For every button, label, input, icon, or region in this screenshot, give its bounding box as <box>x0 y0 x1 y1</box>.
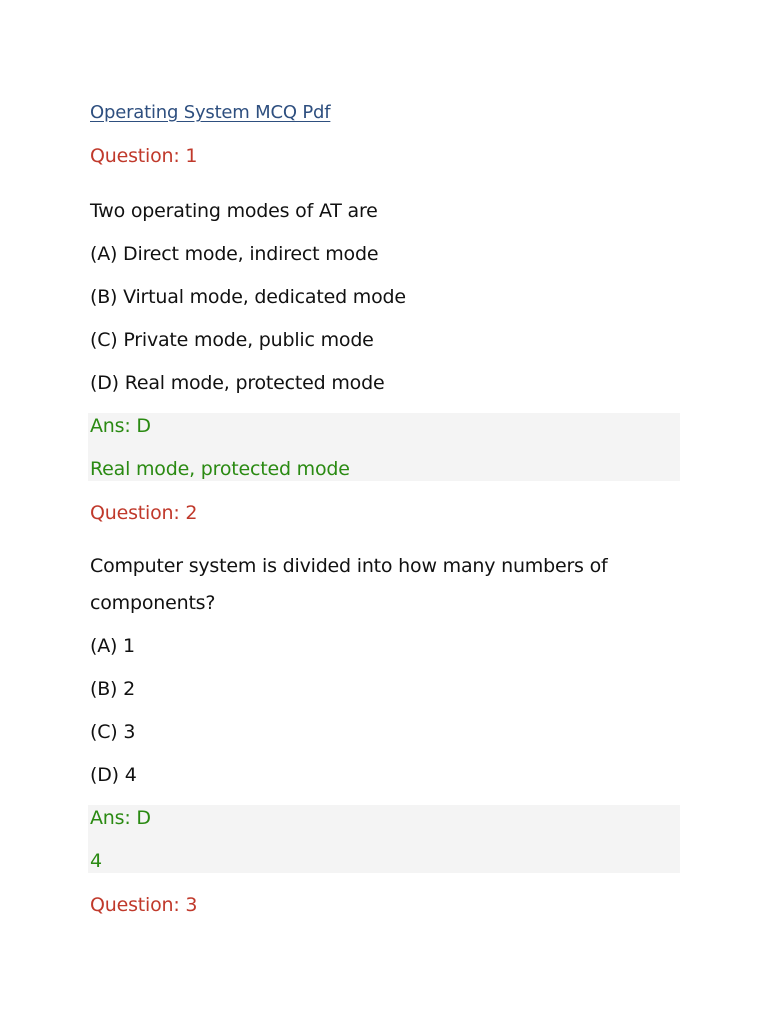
answer-2-label: Ans: D <box>90 807 151 829</box>
question-1-option-c: (C) Private mode, public mode <box>90 329 374 351</box>
question-1-label: Question: 1 <box>90 145 198 167</box>
question-1-option-a: (A) Direct mode, indirect mode <box>90 243 379 265</box>
question-3-label: Question: 3 <box>90 894 198 916</box>
answer-1-text: Real mode, protected mode <box>90 458 350 480</box>
answer-2-box <box>88 805 680 873</box>
question-2-option-a: (A) 1 <box>90 635 135 657</box>
question-1-text: Two operating modes of AT are <box>90 200 378 222</box>
question-2-option-b: (B) 2 <box>90 678 135 700</box>
document-title-link[interactable]: Operating System MCQ Pdf <box>90 102 331 123</box>
answer-2-text: 4 <box>90 850 102 872</box>
question-2-option-d: (D) 4 <box>90 764 137 786</box>
question-1-option-d: (D) Real mode, protected mode <box>90 372 385 394</box>
question-2-text-line-1: Computer system is divided into how many numbers of <box>90 555 608 577</box>
question-2-label: Question: 2 <box>90 502 198 524</box>
answer-1-label: Ans: D <box>90 415 151 437</box>
question-1-option-b: (B) Virtual mode, dedicated mode <box>90 286 406 308</box>
question-2-option-c: (C) 3 <box>90 721 136 743</box>
question-2-text-line-2: components? <box>90 592 216 614</box>
